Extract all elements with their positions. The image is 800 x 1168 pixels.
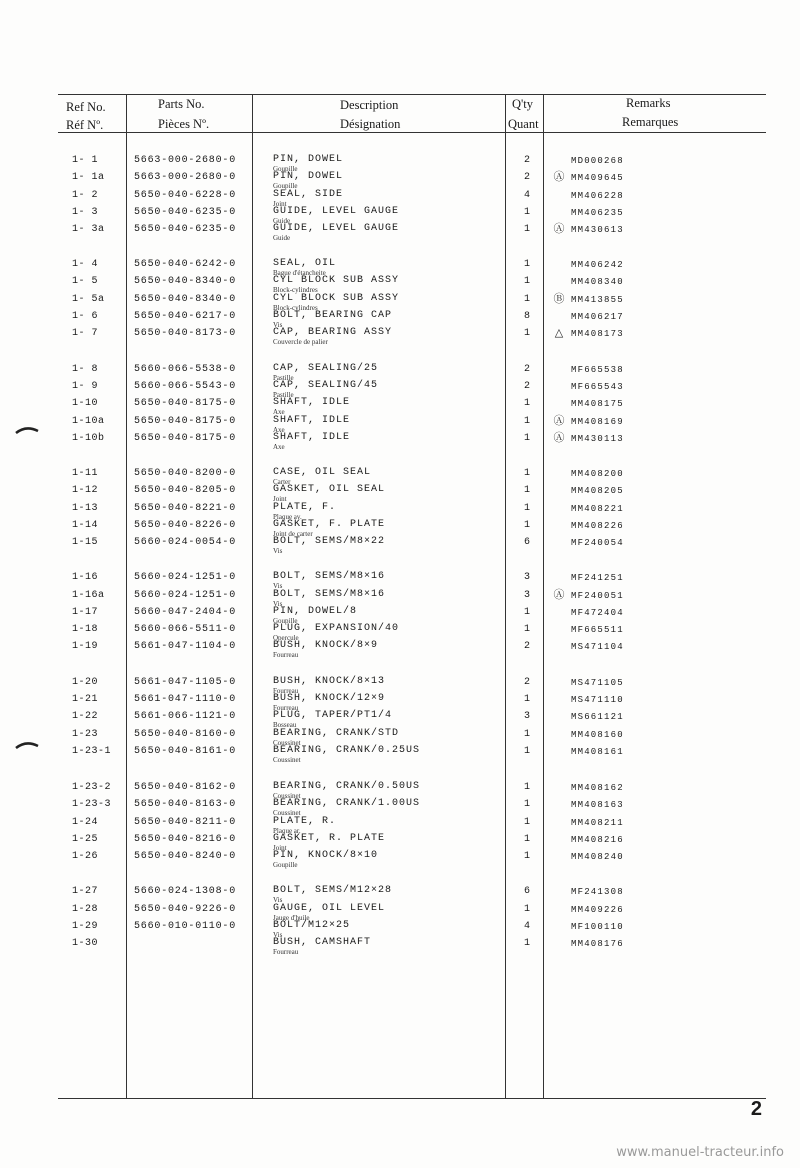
- remark-code: MM406217: [571, 312, 624, 322]
- ref-number: 1- 9: [72, 381, 99, 392]
- header-parts-en: Parts No.: [158, 97, 205, 111]
- designation-fr: Joint: [273, 495, 287, 503]
- quantity: 1: [523, 834, 530, 845]
- ref-number: 1-21: [72, 694, 99, 705]
- remark-code: MS471110: [571, 695, 624, 705]
- remark-code: MM408160: [571, 730, 624, 740]
- quantity: 8: [523, 311, 530, 322]
- part-number: 5650-040-8161-0: [134, 746, 237, 757]
- designation-fr: Bague d'étancheite: [273, 269, 326, 277]
- binder-hole-mark-bottom: [14, 735, 40, 745]
- description: BEARING, CRANK/0.25US: [273, 745, 421, 756]
- column-divider-parts: [126, 94, 127, 1098]
- description: BEARING, CRANK/0.50US: [273, 781, 421, 792]
- part-number: 5650-040-6235-0: [134, 207, 237, 218]
- description: GUIDE, LEVEL GAUGE: [273, 206, 400, 217]
- designation-fr: Jauge d'huile: [273, 914, 310, 922]
- designation-fr: Coussinet: [273, 739, 301, 747]
- remark-symbol-icon: Ⓐ: [553, 414, 565, 427]
- header-remarks-en: Remarks: [626, 96, 671, 110]
- remark-code: MM408173: [571, 329, 624, 339]
- designation-fr: Vis: [273, 931, 283, 939]
- remark-code: MF665511: [571, 625, 624, 635]
- description: CAP, SEALING/25: [273, 363, 379, 374]
- part-number: 5650-040-8240-0: [134, 851, 237, 862]
- designation-fr: Joint: [273, 844, 287, 852]
- header-bottom-rule: [58, 132, 766, 133]
- part-number: 5650-040-8200-0: [134, 468, 237, 479]
- quantity: 1: [523, 276, 530, 287]
- header-qty-en: Q'ty: [512, 97, 534, 111]
- part-number: 5661-066-1121-0: [134, 711, 237, 722]
- ref-number: 1- 1a: [72, 172, 105, 183]
- description: SHAFT, IDLE: [273, 415, 351, 426]
- designation-fr: Fourreau: [273, 687, 299, 695]
- ref-number: 1-16: [72, 572, 99, 583]
- quantity: 1: [523, 416, 530, 427]
- part-number: 5650-040-6242-0: [134, 259, 237, 270]
- ref-number: 1-17: [72, 607, 99, 618]
- remark-code: MF240051: [571, 591, 624, 601]
- part-number: 5650-040-8175-0: [134, 398, 237, 409]
- quantity: 3: [523, 572, 530, 583]
- remark-code: MF241251: [571, 573, 624, 583]
- remark-symbol-icon: Ⓐ: [553, 588, 565, 601]
- remark-code: MM408176: [571, 939, 624, 949]
- description: GAUGE, OIL LEVEL: [273, 903, 386, 914]
- part-number: 5660-024-1308-0: [134, 886, 237, 897]
- remark-code: MF665538: [571, 365, 624, 375]
- ref-number: 1- 6: [72, 311, 99, 322]
- designation-fr: Goupille: [273, 617, 298, 625]
- description: BUSH, KNOCK/12×9: [273, 693, 386, 704]
- remark-code: MM408162: [571, 783, 624, 793]
- quantity: 1: [523, 904, 530, 915]
- remark-code: MM408216: [571, 835, 624, 845]
- remark-symbol-icon: Ⓐ: [553, 431, 565, 444]
- ref-number: 1- 2: [72, 190, 99, 201]
- quantity: 1: [523, 485, 530, 496]
- remark-code: MF241308: [571, 887, 624, 897]
- quantity: 1: [523, 328, 530, 339]
- quantity: 1: [523, 746, 530, 757]
- designation-fr: Goupille: [273, 165, 298, 173]
- part-number: 5660-066-5538-0: [134, 364, 237, 375]
- ref-number: 1-22: [72, 711, 99, 722]
- part-number: 5650-040-8162-0: [134, 782, 237, 793]
- part-number: 5650-040-8173-0: [134, 328, 237, 339]
- ref-number: 1- 3a: [72, 224, 105, 235]
- part-number: 5660-047-2404-0: [134, 607, 237, 618]
- ref-number: 1-14: [72, 520, 99, 531]
- quantity: 1: [523, 259, 530, 270]
- designation-fr: Vis: [273, 582, 283, 590]
- part-number: 5650-040-8216-0: [134, 834, 237, 845]
- quantity: 2: [523, 677, 530, 688]
- ref-number: 1-10b: [72, 433, 105, 444]
- remark-code: MM430113: [571, 434, 624, 444]
- description: PIN, DOWEL/8: [273, 606, 358, 617]
- part-number: 5650-040-8340-0: [134, 276, 237, 287]
- description: PLATE, R.: [273, 816, 337, 827]
- remark-code: MM430613: [571, 225, 624, 235]
- part-number: 5650-040-8205-0: [134, 485, 237, 496]
- quantity: 1: [523, 433, 530, 444]
- designation-fr: Plaque ar.: [273, 827, 301, 835]
- remark-code: MF100110: [571, 922, 624, 932]
- part-number: 5663-000-2680-0: [134, 155, 237, 166]
- designation-fr: Block-cylindres: [273, 304, 318, 312]
- remark-code: MM408163: [571, 800, 624, 810]
- ref-number: 1-30: [72, 938, 99, 949]
- designation-fr: Carter: [273, 478, 291, 486]
- designation-fr: Pastille: [273, 374, 294, 382]
- remark-code: MS471104: [571, 642, 624, 652]
- description: BOLT, SEMS/M8×22: [273, 536, 386, 547]
- quantity: 1: [523, 938, 530, 949]
- column-divider-description: [252, 94, 253, 1098]
- part-number: 5650-040-8175-0: [134, 416, 237, 427]
- remark-code: MF665543: [571, 382, 624, 392]
- quantity: 4: [523, 190, 530, 201]
- designation-fr: Joint: [273, 200, 287, 208]
- designation-fr: Opercule: [273, 634, 299, 642]
- description: CYL BLOCK SUB ASSY: [273, 293, 400, 304]
- quantity: 1: [523, 624, 530, 635]
- ref-number: 1-18: [72, 624, 99, 635]
- remark-code: MM408161: [571, 747, 624, 757]
- description: CYL BLOCK SUB ASSY: [273, 275, 400, 286]
- quantity: 6: [523, 886, 530, 897]
- designation-fr: Axe: [273, 426, 285, 434]
- remark-symbol-icon: Ⓐ: [553, 222, 565, 235]
- description: CAP, BEARING ASSY: [273, 327, 393, 338]
- remark-code: MM408226: [571, 521, 624, 531]
- part-number: 5660-024-0054-0: [134, 537, 237, 548]
- header-description-en: Description: [340, 98, 399, 112]
- designation-fr: Coussinet: [273, 809, 301, 817]
- ref-number: 1-10a: [72, 416, 105, 427]
- description: SHAFT, IDLE: [273, 397, 351, 408]
- designation-fr: Coussinet: [273, 756, 301, 764]
- header-parts-fr: Pièces Nº.: [158, 117, 210, 131]
- header-description-fr: Désignation: [340, 117, 401, 131]
- part-number: 5650-040-9226-0: [134, 904, 237, 915]
- designation-fr: Coussinet: [273, 792, 301, 800]
- ref-number: 1-23-2: [72, 782, 112, 793]
- designation-fr: Axe: [273, 443, 285, 451]
- remark-code: MM408240: [571, 852, 624, 862]
- part-number: 5650-040-8211-0: [134, 817, 237, 828]
- remark-code: MM406242: [571, 260, 624, 270]
- part-number: 5660-066-5543-0: [134, 381, 237, 392]
- quantity: 1: [523, 520, 530, 531]
- description: BUSH, CAMSHAFT: [273, 937, 372, 948]
- quantity: 6: [523, 537, 530, 548]
- designation-fr: Plaque av.: [273, 513, 302, 521]
- part-number: 5661-047-1104-0: [134, 641, 237, 652]
- quantity: 1: [523, 607, 530, 618]
- remark-code: MF240054: [571, 538, 624, 548]
- remark-code: MM408205: [571, 486, 624, 496]
- ref-number: 1-24: [72, 817, 99, 828]
- description: SEAL, OIL: [273, 258, 337, 269]
- header-top-rule: [58, 94, 766, 95]
- table-bottom-rule: [58, 1098, 766, 1099]
- quantity: 2: [523, 172, 530, 183]
- description: GASKET, F. PLATE: [273, 519, 386, 530]
- ref-number: 1-12: [72, 485, 99, 496]
- remark-symbol-icon: Ⓐ: [553, 170, 565, 183]
- quantity: 1: [523, 398, 530, 409]
- description: BOLT, SEMS/M12×28: [273, 885, 393, 896]
- remark-code: MM408211: [571, 818, 624, 828]
- remark-symbol-icon: Ⓑ: [553, 292, 565, 305]
- ref-number: 1-20: [72, 677, 99, 688]
- designation-fr: Fourreau: [273, 651, 299, 659]
- ref-number: 1-23: [72, 729, 99, 740]
- ref-number: 1-27: [72, 886, 99, 897]
- part-number: 5650-040-6217-0: [134, 311, 237, 322]
- description: BUSH, KNOCK/8×13: [273, 676, 386, 687]
- remark-code: MM409226: [571, 905, 624, 915]
- ref-number: 1-16a: [72, 590, 105, 601]
- quantity: 2: [523, 381, 530, 392]
- designation-fr: Vis: [273, 600, 283, 608]
- remark-code: MM413855: [571, 295, 624, 305]
- ref-number: 1-19: [72, 641, 99, 652]
- part-number: 5650-040-6228-0: [134, 190, 237, 201]
- description: PIN, KNOCK/8×10: [273, 850, 379, 861]
- designation-fr: Fourreau: [273, 948, 299, 956]
- part-number: 5650-040-8160-0: [134, 729, 237, 740]
- part-number: 5661-047-1105-0: [134, 677, 237, 688]
- remark-code: MM408200: [571, 469, 624, 479]
- remark-code: MS471105: [571, 678, 624, 688]
- description: BEARING, CRANK/STD: [273, 728, 400, 739]
- designation-fr: Guide: [273, 234, 291, 242]
- remark-code: MS661121: [571, 712, 624, 722]
- quantity: 1: [523, 817, 530, 828]
- designation-fr: Guide: [273, 217, 291, 225]
- ref-number: 1-28: [72, 904, 99, 915]
- description: CAP, SEALING/45: [273, 380, 379, 391]
- remark-symbol-icon: △: [554, 326, 564, 339]
- remark-code: MM408340: [571, 277, 624, 287]
- remark-code: MF472404: [571, 608, 624, 618]
- description: CASE, OIL SEAL: [273, 467, 372, 478]
- quantity: 1: [523, 468, 530, 479]
- designation-fr: Vis: [273, 321, 283, 329]
- quantity: 2: [523, 155, 530, 166]
- part-number: 5663-000-2680-0: [134, 172, 237, 183]
- part-number: 5660-010-0110-0: [134, 921, 237, 932]
- description: SHAFT, IDLE: [273, 432, 351, 443]
- quantity: 1: [523, 294, 530, 305]
- description: BOLT, SEMS/M8×16: [273, 571, 386, 582]
- quantity: 1: [523, 224, 530, 235]
- quantity: 1: [523, 851, 530, 862]
- description: GASKET, R. PLATE: [273, 833, 386, 844]
- description: GASKET, OIL SEAL: [273, 484, 386, 495]
- ref-number: 1-15: [72, 537, 99, 548]
- description: BOLT, BEARING CAP: [273, 310, 393, 321]
- header-ref-en: Ref No.: [66, 100, 106, 114]
- designation-fr: Fourreau: [273, 704, 299, 712]
- ref-number: 1-11: [72, 468, 99, 479]
- ref-number: 1- 5a: [72, 294, 105, 305]
- part-number: 5661-047-1110-0: [134, 694, 237, 705]
- page-number: 2: [750, 1098, 762, 1120]
- quantity: 1: [523, 782, 530, 793]
- part-number: 5650-040-8163-0: [134, 799, 237, 810]
- designation-fr: Axe: [273, 408, 285, 416]
- designation-fr: Vis: [273, 547, 283, 555]
- quantity: 1: [523, 207, 530, 218]
- ref-number: 1-13: [72, 503, 99, 514]
- ref-number: 1-25: [72, 834, 99, 845]
- header-qty-fr: Quant: [508, 117, 539, 131]
- quantity: 2: [523, 641, 530, 652]
- remark-code: MM408221: [571, 504, 624, 514]
- description: PLUG, EXPANSION/40: [273, 623, 400, 634]
- description: PLUG, TAPER/PT1/4: [273, 710, 393, 721]
- header-remarks-fr: Remarques: [622, 115, 679, 129]
- column-divider-quantity: [505, 94, 506, 1098]
- ref-number: 1-23-1: [72, 746, 112, 757]
- designation-fr: Vis: [273, 896, 283, 904]
- ref-number: 1-29: [72, 921, 99, 932]
- designation-fr: Pastille: [273, 391, 294, 399]
- quantity: 1: [523, 503, 530, 514]
- quantity: 1: [523, 729, 530, 740]
- ref-number: 1- 8: [72, 364, 99, 375]
- description: BOLT, SEMS/M8×16: [273, 589, 386, 600]
- remark-code: MM406228: [571, 191, 624, 201]
- quantity: 3: [523, 590, 530, 601]
- description: BEARING, CRANK/1.00US: [273, 798, 421, 809]
- part-number: 5650-040-6235-0: [134, 224, 237, 235]
- ref-number: 1- 4: [72, 259, 99, 270]
- ref-number: 1-23-3: [72, 799, 112, 810]
- description: BOLT/M12×25: [273, 920, 351, 931]
- description: BUSH, KNOCK/8×9: [273, 640, 379, 651]
- designation-fr: Goupille: [273, 182, 298, 190]
- ref-number: 1- 7: [72, 328, 99, 339]
- designation-fr: Joint de carter: [273, 530, 313, 538]
- part-number: 5650-040-8226-0: [134, 520, 237, 531]
- remark-code: MM408169: [571, 417, 624, 427]
- description: SEAL, SIDE: [273, 189, 344, 200]
- description: PIN, DOWEL: [273, 171, 344, 182]
- remark-code: MM408175: [571, 399, 624, 409]
- ref-number: 1-10: [72, 398, 99, 409]
- part-number: 5660-024-1251-0: [134, 572, 237, 583]
- remark-code: MM406235: [571, 208, 624, 218]
- quantity: 4: [523, 921, 530, 932]
- description: PIN, DOWEL: [273, 154, 344, 165]
- remark-code: MM409645: [571, 173, 624, 183]
- part-number: 5660-066-5511-0: [134, 624, 237, 635]
- designation-fr: Bosseau: [273, 721, 297, 729]
- ref-number: 1- 3: [72, 207, 99, 218]
- part-number: 5650-040-8221-0: [134, 503, 237, 514]
- header-ref-fr: Réf Nº.: [66, 118, 104, 132]
- quantity: 3: [523, 711, 530, 722]
- quantity: 2: [523, 364, 530, 375]
- part-number: 5660-024-1251-0: [134, 590, 237, 601]
- designation-fr: Block-cylindres: [273, 286, 318, 294]
- watermark-url: www.manuel-tracteur.info: [616, 1145, 784, 1160]
- quantity: 1: [523, 694, 530, 705]
- description: GUIDE, LEVEL GAUGE: [273, 223, 400, 234]
- quantity: 1: [523, 799, 530, 810]
- ref-number: 1- 5: [72, 276, 99, 287]
- ref-number: 1- 1: [72, 155, 99, 166]
- description: PLATE, F.: [273, 502, 337, 513]
- designation-fr: Goupille: [273, 861, 298, 869]
- remark-code: MD000268: [571, 156, 624, 166]
- binder-hole-mark-top: [14, 420, 40, 430]
- ref-number: 1-26: [72, 851, 99, 862]
- part-number: 5650-040-8340-0: [134, 294, 237, 305]
- part-number: 5650-040-8175-0: [134, 433, 237, 444]
- designation-fr: Couvercle de palier: [273, 338, 328, 346]
